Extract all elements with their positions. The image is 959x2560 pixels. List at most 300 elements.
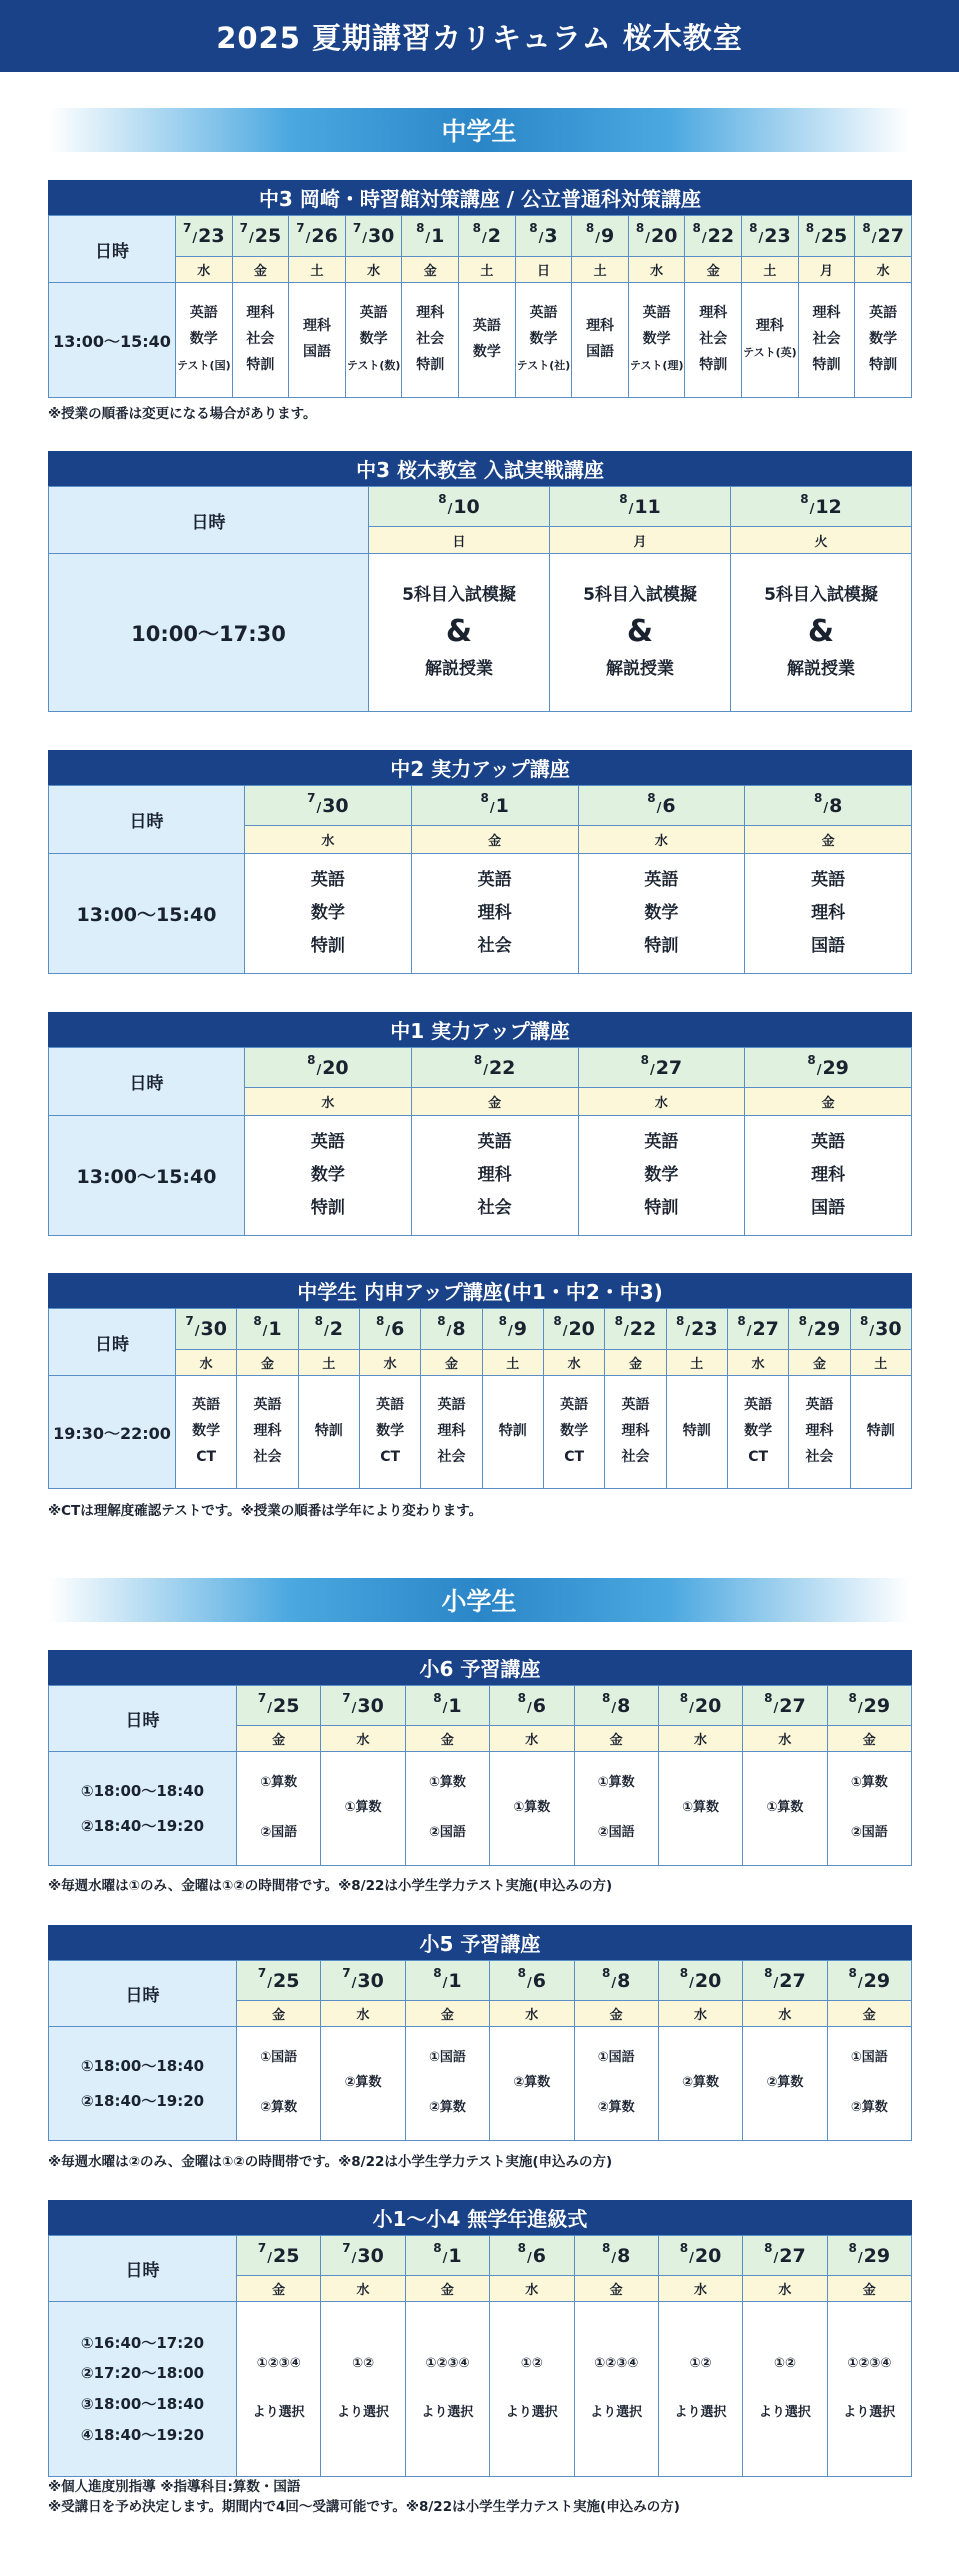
date-cell	[421, 1309, 482, 1350]
date-cell	[574, 1961, 658, 2001]
subject: より選択	[674, 2405, 727, 2421]
lesson-cell	[402, 283, 459, 398]
date-slash: /	[649, 1062, 655, 1078]
date-slash: /	[442, 1700, 448, 1716]
subject: より選択	[758, 2405, 811, 2421]
subject: 特訓	[869, 356, 898, 373]
date-day: 12	[815, 495, 842, 518]
date-cell	[490, 2236, 574, 2276]
time-slot: ④18:40〜19:20	[80, 2425, 205, 2444]
subject: &	[807, 613, 835, 649]
date-month: 8	[619, 491, 628, 506]
date-slash: /	[808, 1324, 813, 1339]
date-month: 8	[737, 1314, 746, 1328]
subject: ①②	[773, 2355, 796, 2371]
subject: 特訓	[699, 356, 728, 373]
lesson-cell	[405, 2302, 489, 2477]
date-month: 8	[529, 221, 538, 235]
subject: 社会	[477, 936, 512, 957]
date-cell	[827, 1961, 911, 2001]
subject: 理科	[811, 902, 846, 923]
subject: 理科	[699, 305, 728, 322]
lesson-cell	[411, 1116, 578, 1236]
weekday-cell: 水	[727, 1350, 788, 1376]
date-label: 日時	[49, 1048, 245, 1116]
date-month: 8	[253, 1314, 262, 1328]
date-day: 25	[254, 225, 282, 247]
note: ※授業の順番は変更になる場合があります。	[48, 406, 317, 422]
date-slash: /	[857, 1975, 863, 1991]
weekday-cell: 水	[658, 2276, 742, 2302]
lesson-cell	[321, 2027, 405, 2141]
subject: 社会	[246, 331, 275, 348]
date-cell	[827, 2236, 911, 2276]
date-month: 8	[813, 790, 823, 805]
weekday-cell: 水	[490, 2276, 574, 2302]
date-slash: /	[871, 231, 877, 246]
lesson-cell	[658, 2027, 742, 2141]
date-slash: /	[425, 231, 431, 246]
date-day: 20	[651, 225, 678, 247]
date-day: 22	[707, 225, 735, 247]
date-slash: /	[442, 1975, 448, 1991]
date-slash: /	[351, 2250, 357, 2266]
date-slash: /	[624, 1324, 629, 1339]
lesson-cell	[321, 1752, 405, 1866]
subject: 英語	[477, 1131, 512, 1152]
date-month: 7	[307, 790, 316, 805]
subject: 英語	[744, 1397, 773, 1414]
date-slash: /	[701, 231, 707, 246]
date-day: 30	[200, 1318, 227, 1340]
date-cell	[245, 1048, 412, 1088]
date-day: 1	[495, 794, 509, 817]
lesson-cell	[855, 283, 912, 398]
date-day: 6	[532, 1969, 546, 1992]
lesson-cell	[321, 2302, 405, 2477]
schedule-table	[48, 1960, 912, 2141]
date-slash: /	[527, 2250, 532, 2266]
subject: 数学	[529, 331, 558, 348]
subject: 数学	[472, 344, 501, 360]
date-month: 8	[692, 221, 701, 235]
subject: 解説授業	[425, 659, 493, 680]
subject: ①②	[689, 2355, 712, 2371]
date-month: 8	[764, 1690, 773, 1705]
lesson-cell	[345, 283, 402, 398]
date-cell	[245, 786, 412, 826]
date-day: 30	[357, 1969, 384, 1992]
subject: 英語	[560, 1397, 589, 1414]
date-day: 22	[629, 1318, 657, 1340]
date-row	[49, 216, 912, 257]
subject: 国語	[811, 936, 846, 957]
subject: ②算数	[513, 2075, 551, 2091]
subject: 5科目入試模擬	[402, 584, 516, 605]
lesson-cell	[411, 854, 578, 974]
subject: 特訓	[416, 356, 445, 373]
lesson-row	[49, 854, 912, 974]
date-cell	[345, 216, 402, 257]
date-cell	[402, 216, 459, 257]
lesson-cell	[237, 1376, 298, 1489]
date-month: 8	[798, 1314, 808, 1328]
subject: 社会	[621, 1448, 650, 1465]
date-month: 8	[679, 1965, 689, 1980]
lesson-cell	[421, 1376, 482, 1489]
date-slash: /	[442, 2250, 448, 2266]
date-cell	[658, 1961, 742, 2001]
weekday-cell: 水	[490, 2001, 574, 2027]
date-slash: /	[656, 800, 662, 816]
date-slash: /	[482, 231, 487, 246]
date-day: 27	[779, 1694, 806, 1717]
course-title: 中1 実力アップ講座	[48, 1012, 912, 1047]
course-title: 中3 桜木教室 入試実戦講座	[48, 451, 912, 486]
subject: より選択	[337, 2405, 390, 2421]
weekday-cell: 土	[298, 1350, 359, 1376]
date-cell	[321, 1961, 405, 2001]
subject: 英語	[642, 305, 671, 322]
subject: ②算数	[682, 2075, 720, 2091]
date-slash: /	[758, 231, 764, 246]
weekday-row	[49, 257, 912, 283]
subject: 5科目入試模擬	[583, 584, 697, 605]
date-month: 8	[640, 1052, 649, 1067]
date-day: 8	[617, 1694, 631, 1717]
date-month: 8	[433, 1965, 442, 1980]
course-table	[48, 1650, 912, 1866]
date-month: 8	[679, 2240, 689, 2255]
section-junior-high: 中学生	[49, 108, 909, 152]
date-day: 8	[617, 2244, 631, 2267]
date-month: 8	[480, 790, 489, 805]
date-slash: /	[527, 1975, 532, 1991]
weekday-cell: 水	[321, 1726, 405, 1752]
date-day: 6	[532, 2244, 546, 2267]
time-cell: 13:00〜15:40	[49, 854, 245, 974]
date-day: 27	[877, 225, 904, 247]
weekday-cell: 水	[490, 1726, 574, 1752]
weekday-cell: 水	[359, 1350, 420, 1376]
weekday-cell: 土	[482, 1350, 543, 1376]
date-slash: /	[248, 231, 254, 246]
date-slash: /	[869, 1324, 875, 1339]
schedule-table	[48, 1047, 912, 1236]
date-slash: /	[267, 2250, 273, 2266]
weekday-cell: 土	[850, 1350, 911, 1376]
time-cell: 13:00〜15:40	[49, 283, 176, 398]
weekday-cell: 土	[289, 257, 346, 283]
subject: 特訓	[644, 1198, 679, 1219]
weekday-cell: 金	[745, 1088, 912, 1116]
time-slot: ③18:00〜18:40	[80, 2395, 205, 2413]
lesson-cell	[490, 1752, 574, 1866]
subject: 特訓	[498, 1423, 527, 1440]
lesson-row	[49, 2027, 912, 2141]
date-cell	[515, 216, 572, 257]
date-slash: /	[507, 1324, 513, 1339]
date-day: 29	[863, 1694, 891, 1717]
date-cell	[743, 1961, 827, 2001]
weekday-cell: 月	[550, 527, 731, 554]
lesson-cell	[543, 1376, 604, 1489]
date-month: 8	[676, 1314, 685, 1328]
date-month: 8	[848, 1690, 857, 1705]
lesson-cell	[359, 1376, 420, 1489]
date-month: 8	[517, 2240, 526, 2255]
subject: 理科	[416, 305, 445, 322]
note: ※CTは理解度確認テストです。※授業の順番は学年により変わります。	[48, 1503, 483, 1519]
date-month: 8	[553, 1314, 562, 1328]
subject: CT	[380, 1448, 401, 1465]
course-title: 小5 予習講座	[48, 1925, 912, 1960]
date-month: 8	[860, 1314, 869, 1328]
lesson-cell	[798, 283, 855, 398]
subject: ②算数	[850, 2099, 888, 2115]
date-day: 30	[357, 1694, 384, 1717]
date-day: 2	[329, 1318, 343, 1340]
date-month: 7	[352, 221, 362, 235]
subject: 特訓	[310, 1198, 345, 1219]
date-day: 8	[452, 1318, 466, 1340]
weekday-cell: 金	[827, 2276, 911, 2302]
subject: ①②③④	[847, 2355, 892, 2371]
date-month: 7	[257, 2240, 267, 2255]
schedule-table	[48, 1685, 912, 1866]
subject: 理科	[755, 318, 784, 335]
date-slash: /	[773, 1700, 779, 1716]
course-table	[48, 1012, 912, 1236]
lesson-cell	[850, 1376, 911, 1489]
date-label: 日時	[49, 1686, 237, 1752]
course-title: 中学生 内申アップ講座(中1・中2・中3)	[48, 1273, 912, 1308]
date-cell	[176, 1309, 237, 1350]
lesson-cell	[245, 854, 412, 974]
subject: 理科	[805, 1423, 834, 1440]
subject: 理科	[811, 1164, 846, 1185]
lesson-cell	[405, 1752, 489, 1866]
date-row	[49, 1686, 912, 1726]
weekday-cell: 金	[685, 257, 742, 283]
subject: ②国語	[850, 1824, 888, 1840]
date-day: 1	[448, 2244, 462, 2267]
date-cell	[666, 1309, 727, 1350]
subject: 英語	[644, 1131, 679, 1152]
date-slash: /	[746, 1324, 752, 1339]
subject: ②国語	[597, 1824, 635, 1840]
subject: ①②	[520, 2355, 543, 2371]
lesson-cell	[743, 1752, 827, 1866]
date-cell	[490, 1961, 574, 2001]
schedule-table	[48, 486, 912, 712]
lesson-cell	[405, 2027, 489, 2141]
date-day: 6	[532, 1694, 546, 1717]
weekday-cell: 水	[321, 2001, 405, 2027]
date-cell	[289, 216, 346, 257]
date-cell	[543, 1309, 604, 1350]
subject: 英語	[437, 1397, 466, 1414]
lesson-cell	[685, 283, 742, 398]
weekday-cell: 金	[405, 2001, 489, 2027]
subject: 理科	[477, 902, 512, 923]
subject: 特訓	[682, 1423, 711, 1440]
subject: ①算数	[260, 1775, 298, 1791]
lesson-cell	[789, 1376, 850, 1489]
date-slash: /	[815, 231, 820, 246]
course-table	[48, 2200, 912, 2477]
date-day: 29	[813, 1318, 841, 1340]
subject: より選択	[843, 2405, 896, 2421]
date-slash: /	[645, 231, 650, 246]
date-slash: /	[823, 800, 829, 816]
weekday-cell: 水	[578, 1088, 745, 1116]
date-slash: /	[595, 231, 600, 246]
date-cell	[237, 1961, 321, 2001]
weekday-cell: 土	[666, 1350, 727, 1376]
date-month: 8	[517, 1965, 526, 1980]
date-cell	[405, 1961, 489, 2001]
weekday-cell: 金	[574, 2276, 658, 2302]
subject: 数学	[310, 1164, 345, 1185]
time-slot: ①16:40〜17:20	[80, 2333, 205, 2352]
date-cell	[237, 2236, 321, 2276]
date-month: 7	[257, 1690, 267, 1705]
date-cell	[658, 2236, 742, 2276]
date-month: 8	[764, 2240, 773, 2255]
subject: 国語	[586, 344, 615, 360]
date-day: 3	[544, 225, 558, 247]
date-cell	[550, 487, 731, 527]
subject: より選択	[421, 2405, 474, 2421]
date-cell	[574, 2236, 658, 2276]
lesson-cell	[742, 283, 799, 398]
date-month: 7	[183, 221, 192, 235]
weekday-cell: 水	[176, 257, 233, 283]
date-day: 20	[694, 1694, 722, 1717]
weekday-cell: 水	[743, 1726, 827, 1752]
date-slash: /	[385, 1324, 391, 1339]
weekday-cell: 金	[402, 257, 459, 283]
date-day: 23	[198, 225, 225, 247]
date-slash: /	[689, 2250, 694, 2266]
date-cell	[798, 216, 855, 257]
date-cell	[176, 216, 233, 257]
subject: CT	[748, 1448, 769, 1465]
note	[48, 2478, 680, 2517]
course-title: 小1〜小4 無学年進級式	[48, 2200, 912, 2235]
subject: ①算数	[513, 1800, 551, 1816]
subject: 英語	[472, 318, 501, 335]
lesson-cell	[827, 1752, 911, 1866]
date-cell	[578, 1048, 745, 1088]
note: ※毎週水曜は①のみ、金曜は①②の時間帯です。※8/22は小学生学力テスト実施(申込みの方)	[48, 1878, 613, 1894]
date-slash: /	[351, 1975, 357, 1991]
weekday-cell: 土	[459, 257, 516, 283]
subject: 社会	[805, 1448, 834, 1465]
date-slash: /	[689, 1700, 694, 1716]
page-title: 2025 夏期講習カリキュラム 桜木教室	[0, 0, 959, 72]
subject: 英語	[310, 1131, 345, 1152]
subject: 特訓	[866, 1423, 895, 1440]
subject: 英語	[529, 305, 558, 322]
date-cell	[459, 216, 516, 257]
weekday-cell: 火	[731, 527, 912, 554]
date-month: 8	[437, 1314, 446, 1328]
date-month: 8	[807, 1052, 816, 1067]
subject: &	[626, 613, 654, 649]
date-slash: /	[527, 1700, 532, 1716]
lesson-cell	[628, 283, 685, 398]
date-slash: /	[305, 231, 311, 246]
lesson-row	[49, 283, 912, 398]
date-day: 23	[691, 1318, 718, 1340]
weekday-cell: 水	[345, 257, 402, 283]
date-month: 7	[342, 1965, 351, 1980]
subject: ①算数	[850, 1775, 888, 1791]
lesson-cell	[743, 2027, 827, 2141]
subject: 理科	[437, 1423, 466, 1440]
subject: 英語	[189, 305, 218, 322]
date-slash: /	[316, 1062, 322, 1078]
subject: テスト(理)	[629, 358, 684, 372]
date-month: 8	[498, 1314, 507, 1328]
note-line: ※受講日を予め決定します。期間内で4回〜受講可能です。※8/22は小学生学力テスト実施(申込みの方)	[48, 2498, 680, 2515]
lesson-cell	[482, 1376, 543, 1489]
subject: 数学	[744, 1423, 773, 1440]
lesson-cell	[605, 1376, 666, 1489]
subject: 数学	[642, 331, 671, 348]
schedule-table	[48, 1308, 912, 1489]
date-slash: /	[324, 1324, 329, 1339]
date-cell	[727, 1309, 788, 1350]
date-day: 26	[311, 225, 338, 247]
date-slash: /	[194, 1324, 200, 1339]
subject: 数学	[359, 331, 388, 348]
date-label: 日時	[49, 1309, 176, 1376]
date-month: 8	[602, 1690, 611, 1705]
lesson-cell	[574, 1752, 658, 1866]
weekday-cell: 金	[405, 1726, 489, 1752]
subject: ①国語	[260, 2050, 298, 2066]
subject: 国語	[303, 344, 332, 360]
date-day: 22	[488, 1056, 516, 1079]
date-month: 8	[416, 221, 425, 235]
date-slash: /	[192, 231, 198, 246]
date-month: 7	[342, 2240, 351, 2255]
weekday-cell: 金	[411, 826, 578, 854]
date-slash: /	[857, 2250, 863, 2266]
subject: ①国語	[850, 2050, 888, 2066]
date-month: 8	[848, 2240, 857, 2255]
subject: ①算数	[766, 1800, 804, 1816]
subject: 英語	[477, 869, 512, 890]
date-day: 6	[662, 794, 676, 817]
date-cell	[490, 1686, 574, 1726]
date-month: 8	[433, 1690, 442, 1705]
date-label: 日時	[49, 216, 176, 283]
date-month: 7	[342, 1690, 351, 1705]
date-row	[49, 1309, 912, 1350]
subject: 特訓	[310, 936, 345, 957]
weekday-cell: 水	[855, 257, 912, 283]
subject: テスト(英)	[743, 346, 797, 359]
date-label: 日時	[49, 487, 369, 554]
subject: ①②③④	[594, 2355, 639, 2371]
subject: 理科	[303, 318, 332, 335]
lesson-cell	[176, 1376, 237, 1489]
date-slash: /	[362, 231, 367, 246]
